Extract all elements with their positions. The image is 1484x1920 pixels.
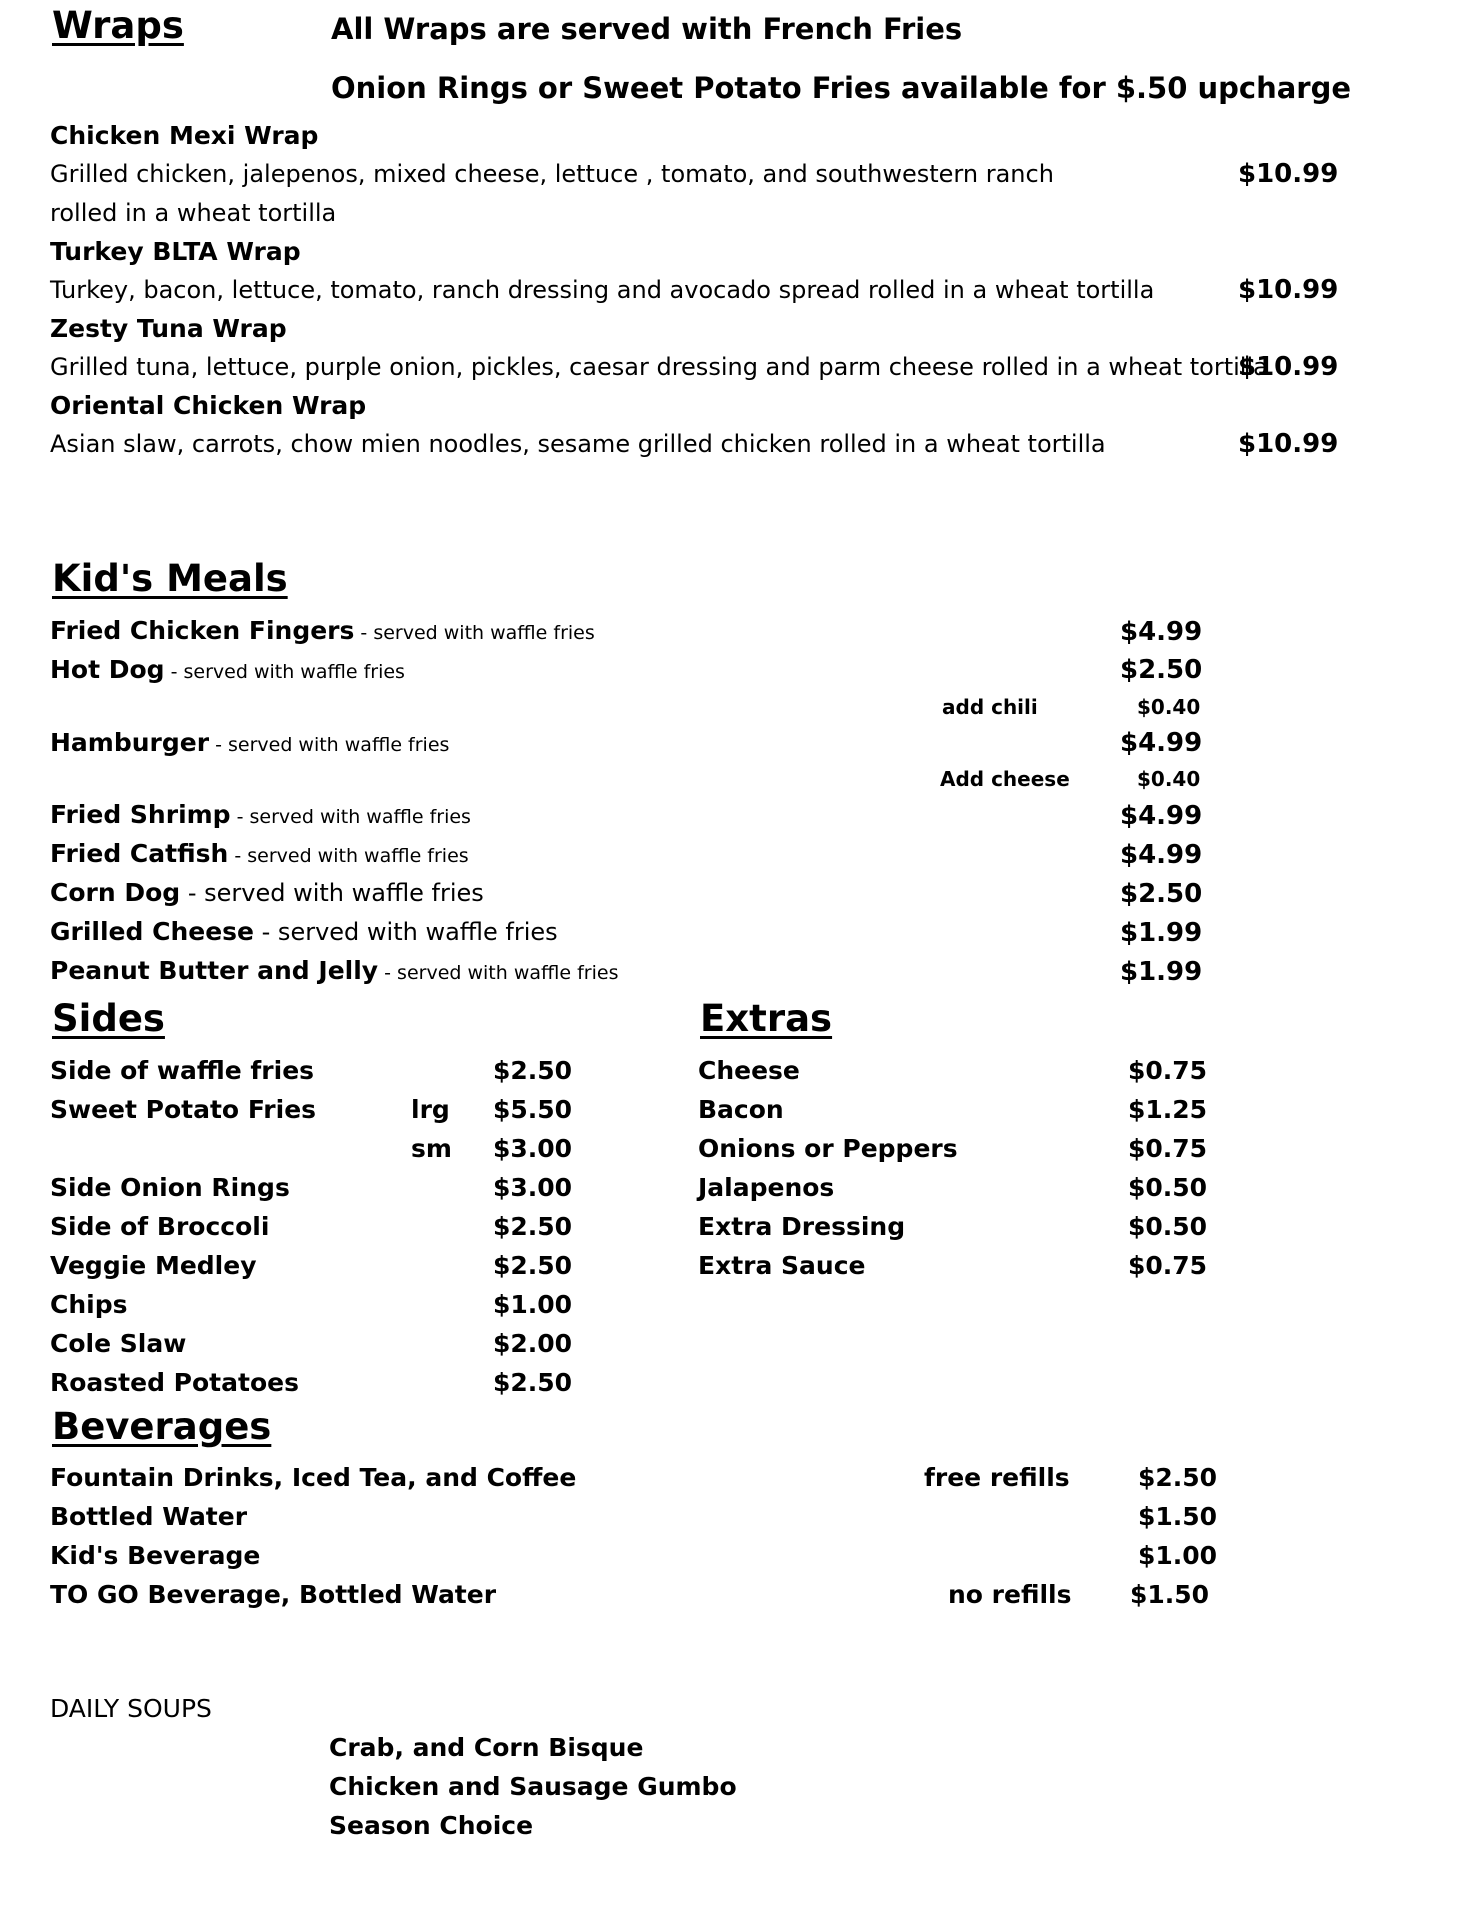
kids-item-price: $4.99	[1120, 840, 1203, 870]
soup-item: Chicken and Sausage Gumbo	[329, 1772, 737, 1801]
beverage-item-price: $1.50	[1130, 1580, 1210, 1609]
kids-item: Grilled Cheese - served with waffle fries	[50, 917, 558, 946]
kids-addon-price: $0.40	[1137, 767, 1201, 791]
beverage-item-price: $2.50	[1138, 1463, 1218, 1492]
wrap-item-price: $10.99	[1238, 352, 1339, 382]
side-item-price: $1.00	[493, 1290, 573, 1319]
kids-item: Corn Dog - served with waffle fries	[50, 878, 484, 907]
wrap-item-desc: rolled in a wheat tortilla	[50, 199, 337, 227]
beverage-item-price: $1.50	[1138, 1502, 1218, 1531]
extra-item-name: Onions or Peppers	[698, 1134, 958, 1163]
extra-item-price: $0.75	[1128, 1251, 1208, 1280]
wrap-item-desc: Grilled chicken, jalepenos, mixed cheese, lettuce , tomato, and southwestern ranch	[50, 160, 1054, 188]
wrap-item-price: $10.99	[1238, 275, 1339, 305]
extra-item-name: Extra Sauce	[698, 1251, 866, 1280]
side-item-price: $2.50	[493, 1212, 573, 1241]
side-item-price: $2.50	[493, 1368, 573, 1397]
kids-item: Fried Catfish - served with waffle fries	[50, 839, 469, 868]
side-item-name: Chips	[50, 1290, 128, 1319]
wrap-item-desc: Grilled tuna, lettuce, purple onion, pickles, caesar dressing and parm cheese rolled in a wheat tortilla	[50, 353, 1268, 381]
wrap-item-name: Zesty Tuna Wrap	[50, 314, 287, 343]
kids-item: Hot Dog - served with waffle fries	[50, 655, 405, 684]
side-item-price: $2.50	[493, 1056, 573, 1085]
wraps-title: Wraps	[52, 4, 184, 47]
extras-title: Extras	[700, 997, 833, 1040]
side-item-price: $3.00	[493, 1173, 573, 1202]
side-item-name: Cole Slaw	[50, 1329, 187, 1358]
wrap-item-name: Turkey BLTA Wrap	[50, 237, 301, 266]
kids-item-price: $1.99	[1120, 918, 1203, 948]
extra-item-price: $0.75	[1128, 1056, 1208, 1085]
kids-item-price: $1.99	[1120, 957, 1203, 987]
sides-title: Sides	[52, 997, 165, 1040]
extra-item-price: $0.50	[1128, 1212, 1208, 1241]
extra-item-name: Bacon	[698, 1095, 784, 1124]
beverage-item-name: Bottled Water	[50, 1502, 248, 1531]
kids-item-price: $4.99	[1120, 728, 1203, 758]
beverage-item-note: free refills	[924, 1463, 1070, 1492]
soups-title: DAILY SOUPS	[50, 1694, 212, 1723]
side-item-name: Veggie Medley	[50, 1251, 257, 1280]
wrap-item-price: $10.99	[1238, 159, 1339, 189]
kids-item: Fried Shrimp - served with waffle fries	[50, 800, 471, 829]
side-item-name: Sweet Potato Fries	[50, 1095, 317, 1124]
beverage-item-note: no refills	[948, 1580, 1072, 1609]
soup-item: Season Choice	[329, 1811, 534, 1840]
wrap-item-name: Chicken Mexi Wrap	[50, 121, 319, 150]
wrap-item-name: Oriental Chicken Wrap	[50, 391, 367, 420]
kids-item-price: $4.99	[1120, 617, 1203, 647]
wraps-note-fries: All Wraps are served with French Fries	[331, 12, 963, 46]
kids-item: Fried Chicken Fingers - served with waffle fries	[50, 616, 595, 645]
extra-item-price: $0.50	[1128, 1173, 1208, 1202]
extra-item-name: Extra Dressing	[698, 1212, 906, 1241]
side-item-size: sm	[411, 1134, 452, 1163]
extra-item-name: Jalapenos	[698, 1173, 835, 1202]
kids-item: Peanut Butter and Jelly - served with waffle fries	[50, 956, 619, 985]
side-item-price: $2.50	[493, 1251, 573, 1280]
extra-item-name: Cheese	[698, 1056, 800, 1085]
wrap-item-desc: Asian slaw, carrots, chow mien noodles, sesame grilled chicken rolled in a wheat tortilla	[50, 430, 1106, 458]
kids-item: Hamburger - served with waffle fries	[50, 728, 450, 757]
beverage-item-price: $1.00	[1138, 1541, 1218, 1570]
kids-addon-label: add chili	[942, 695, 1038, 719]
beverages-title: Beverages	[52, 1405, 272, 1448]
wrap-item-price: $10.99	[1238, 429, 1339, 459]
side-item-price: $3.00	[493, 1134, 573, 1163]
side-item-name: Side of waffle fries	[50, 1056, 315, 1085]
side-item-name: Roasted Potatoes	[50, 1368, 299, 1397]
side-item-size: lrg	[411, 1095, 450, 1124]
extra-item-price: $1.25	[1128, 1095, 1208, 1124]
kids-item-price: $2.50	[1120, 655, 1203, 685]
kids-item-price: $4.99	[1120, 801, 1203, 831]
wrap-item-desc: Turkey, bacon, lettuce, tomato, ranch dressing and avocado spread rolled in a wheat tortilla	[50, 276, 1155, 304]
wraps-note-upcharge: Onion Rings or Sweet Potato Fries available for $.50 upcharge	[331, 71, 1352, 105]
kids-title: Kid's Meals	[52, 557, 288, 600]
kids-addon-price: $0.40	[1137, 695, 1201, 719]
side-item-price: $2.00	[493, 1329, 573, 1358]
kids-addon-label: Add cheese	[940, 767, 1070, 791]
kids-item-price: $2.50	[1120, 879, 1203, 909]
side-item-name: Side Onion Rings	[50, 1173, 290, 1202]
extra-item-price: $0.75	[1128, 1134, 1208, 1163]
side-item-price: $5.50	[493, 1095, 573, 1124]
soup-item: Crab, and Corn Bisque	[329, 1733, 644, 1762]
beverage-item-name: Fountain Drinks, Iced Tea, and Coffee	[50, 1463, 577, 1492]
beverage-item-name: TO GO Beverage, Bottled Water	[50, 1580, 497, 1609]
beverage-item-name: Kid's Beverage	[50, 1541, 261, 1570]
side-item-name: Side of Broccoli	[50, 1212, 270, 1241]
